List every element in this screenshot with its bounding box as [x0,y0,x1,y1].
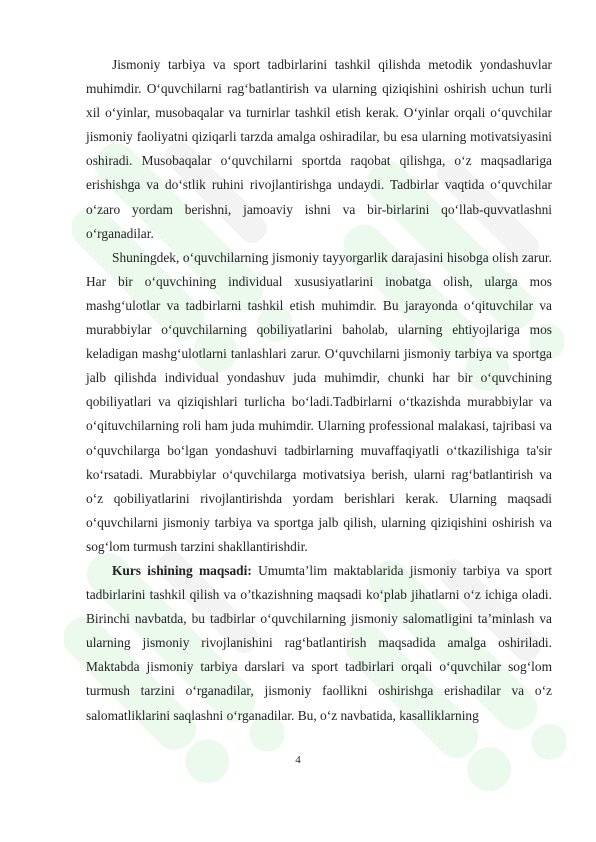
paragraph-methodology: Jismoniy tarbiya va sport tadbirlarini tashkil qilishda metodik yondashuvlar muhimdir. O‘quvchilarni rag‘batlantirish va ularning qiziqishini oshirish uchun turli xil o‘yinlar, musobaqalar va turnirlar tashkil etish kerak. O‘yinlar orqali o‘quvchilar jismoniy faoliyatni qiziqarli tarzda amalga oshiradilar, bu esa ularning motivatsiyasini oshiradi. Musobaqalar o‘quvchilarni sportda raqobat qilishga, o‘z maqsadlariga erishishga va do‘stlik ruhini rivojlantirishga undaydi. Tadbirlar vaqtida o‘quvchilar o‘zaro yordam berishni, jamoaviy ishni va bir-birlarini qo‘llab-quvvatlashni o‘rganadilar. [86,57,552,241]
course-goal-text: Umumta’lim maktablarida jismoniy tarbiya va sport tadbirlarini tashkil qilish va o’tkazishning maqsadi ko‘plab jihatlarni o‘z ichiga oladi. Birinchi navbatda, bu tadbirlar o‘quvchilarning jismoniy salomatligini ta’minlash va ularning jismoniy rivojlanishini rag‘batlantirish maqsadida amalga oshiriladi. Maktabda jismoniy tarbiya darslari va sport tadbirlari orqali o‘quvchilar sog‘lom turmush tarzini o‘rganadilar, jismoniy faollikni oshirishga erishadilar va o‘z salomatliklarini saqlashni o‘rganadilar. Bu, o‘z navbatida, kasalliklarning [86,562,552,723]
document-body [86,53,552,728]
course-goal-heading: Kurs ishining maqsadi: [112,562,252,578]
paragraph-course-goal [86,559,552,728]
paragraph-individual-approach: Shuningdek, o‘quvchilarning jismoniy tayyorgarlik darajasini hisobga olish zarur. Har bir o‘quvchining individual xususiyatlarini inobatga olish, ularga mos mashg‘ulotlar va tadbirlarni tashkil etish muhimdir. Bu jarayonda o‘qituvchilar va murabbiylar o‘quvchilarning qobiliyatlarini baholab, ularning ehtiyojlariga mos keladigan mashg‘ulotlarni tanlashlari zarur. O‘quvchilarni jismoniy tarbiya va sportga jalb qilishda individual yondashuv juda muhimdir, chunki har bir o‘quvchining qobiliyatlari va qiziqishlari turlicha bo‘ladi.Tadbirlarni o‘tkazishda murabbiylar va o‘qituvchilarning roli ham juda muhimdir. Ularning professional malakasi, tajribasi va o‘quvchilarga bo‘lgan yondashuvi tadbirlarning muvaffaqiyatli o‘tkazilishiga ta'sir ko‘rsatadi. Murabbiylar o‘quvchilarga motivatsiya berish, ularni rag‘batlantirish va o‘z qobiliyatlarini rivojlantirishda yordam berishlari kerak. Ularning maqsadi o‘quvchilarni jismoniy tarbiya va sportga jalb qilish, ularning qiziqishini oshirish va sog‘lom turmush tarzini shakllantirishdir. [86,249,552,554]
page-number: 4 [295,754,301,766]
